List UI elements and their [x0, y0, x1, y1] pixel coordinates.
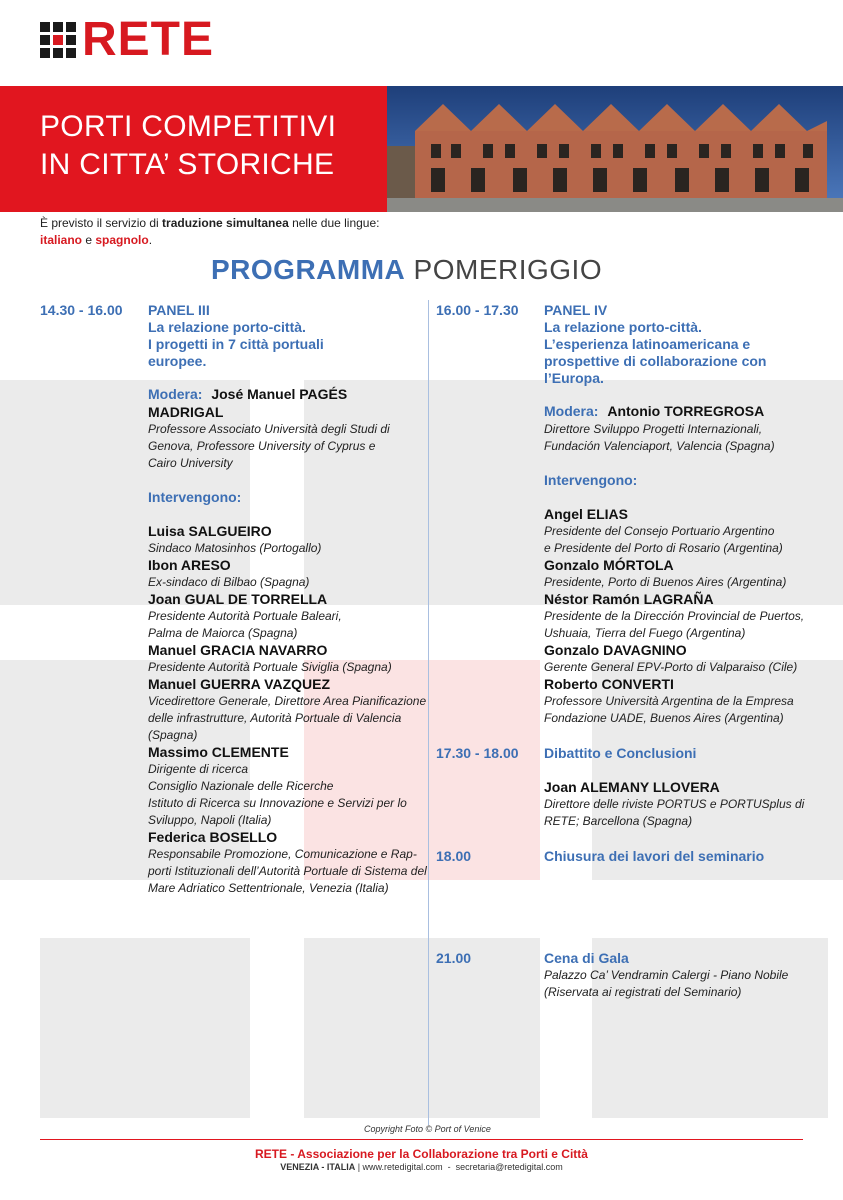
footer-association: RETE - Associazione per la Collaborazione tra Porti e Città	[255, 1147, 588, 1161]
speaker-item: Manuel GRACIA NAVARRO Presidente Autorità Portuale Siviglia (Spagna)	[148, 642, 392, 674]
footer-divider	[40, 1139, 803, 1140]
speaker-item: Ibon ARESO Ex-sindaco di Bilbao (Spagna)	[148, 557, 310, 589]
speaker-item: Néstor Ramón LAGRAÑA Presidente de la Dirección Provincial de Puertos, Ushuaia, Tierra del Fuego (Argentina)	[544, 591, 805, 640]
website-link[interactable]: www.retedigital.com	[362, 1162, 443, 1172]
speaker-item: Angel ELIAS Presidente del Consejo Portuario Argentino e Presidente del Porto di Rosario (Argentina)	[544, 506, 783, 555]
panel-3-label: PANEL III	[148, 302, 210, 318]
debate-title: Dibattito e Conclusioni	[544, 745, 697, 761]
debate-time: 17.30 - 18.00	[436, 745, 519, 761]
panel-4-speakers-heading: Intervengono:	[544, 472, 638, 488]
rete-logo-mark	[40, 22, 76, 58]
closing-title: Chiusura dei lavori del seminario	[544, 848, 765, 864]
closing-time: 18.00	[436, 848, 472, 864]
speaker-item: Gonzalo DAVAGNINO Gerente General EPV-Porto di Valparaiso (Cile)	[544, 642, 798, 674]
panel-3-speakers	[148, 523, 438, 897]
event-title: PORTI COMPETITIVI IN CITTA’ STORICHE	[40, 110, 337, 181]
speaker-item: Manuel GUERRA VAZQUEZ Vicedirettore Generale, Direttore Area Pianificazione delle infrastrutture, Autorità Portuale di Valencia (Spagna)	[148, 676, 427, 742]
panel-4-time: 16.00 - 17.30	[436, 302, 519, 318]
email-link[interactable]: secretaria@retedigital.com	[455, 1162, 563, 1172]
speaker-item: Federica BOSELLO Responsabile Promozione, Comunicazione e Rap- porti Istituzionali dell’Autorità Portuale di Sistema del Mare Adriatico Settentrionale, Venezia (Italia)	[148, 829, 427, 895]
gala-block: Cena di Gala Palazzo Ca’ Vendramin Calergi - Piano Nobile (Riservata ai registrati del Seminario)	[544, 950, 789, 999]
building-photo	[387, 86, 843, 212]
speaker-item: Joan GUAL DE TORRELLA Presidente Autorità Portuale Baleari, Palma de Maiorca (Spagna)	[148, 591, 342, 640]
footer-contacts: VENEZIA - ITALIA | www.retedigital.com - secretaria@retedigital.com	[280, 1162, 563, 1172]
translation-note: È previsto il servizio di traduzione simultanea nelle due lingue: italiano e spagnolo.	[40, 216, 380, 247]
gala-time: 21.00	[436, 950, 472, 966]
panel-4-speakers	[544, 506, 834, 727]
speaker-item: Roberto CONVERTI Professore Università Argentina de la Empresa Fondazione UADE, Buenos Aires (Argentina)	[544, 676, 794, 725]
debate-speaker: Joan ALEMANY LLOVERA Direttore delle riviste PORTUS e PORTUSplus di RETE; Barcellona (Spagna)	[544, 779, 805, 828]
panel-3-speakers-heading: Intervengono:	[148, 489, 242, 505]
speaker-item: Massimo CLEMENTE Dirigente di ricerca Consiglio Nazionale delle Ricerche Istituto di Ricerca su Innovazione e Servizi per lo Sviluppo, Napoli (Italia)	[148, 744, 407, 827]
panel-4-moderator: Modera: Antonio TORREGROSA Direttore Sviluppo Progetti Internazionali, Fundación Valenciaport, Valencia (Spagna)	[544, 403, 775, 453]
panel-3-time: 14.30 - 16.00	[40, 302, 123, 318]
photo-copyright: Copyright Foto © Port of Venice	[364, 1124, 491, 1134]
panel-3-moderator: Modera: José Manuel PAGÉS MADRIGAL Professore Associato Università degli Studi di Genova, Professore University of Cyprus e Cairo University	[148, 386, 390, 470]
panel-4-label: PANEL IV	[544, 302, 608, 318]
rete-logo-text: RETE	[82, 13, 215, 66]
speaker-item: Gonzalo MÓRTOLA Presidente, Porto di Buenos Aires (Argentina)	[544, 557, 787, 589]
panel-4-topic: La relazione porto-città. L’esperienza latinoamericana e prospettive di collaborazione con l’Europa.	[544, 319, 767, 386]
speaker-item: Luisa SALGUEIRO Sindaco Matosinhos (Portogallo)	[148, 523, 322, 555]
panel-3-topic: La relazione porto-città. I progetti in 7 città portuali europee.	[148, 319, 324, 369]
program-heading: PROGRAMMA POMERIGGIO	[211, 254, 603, 285]
